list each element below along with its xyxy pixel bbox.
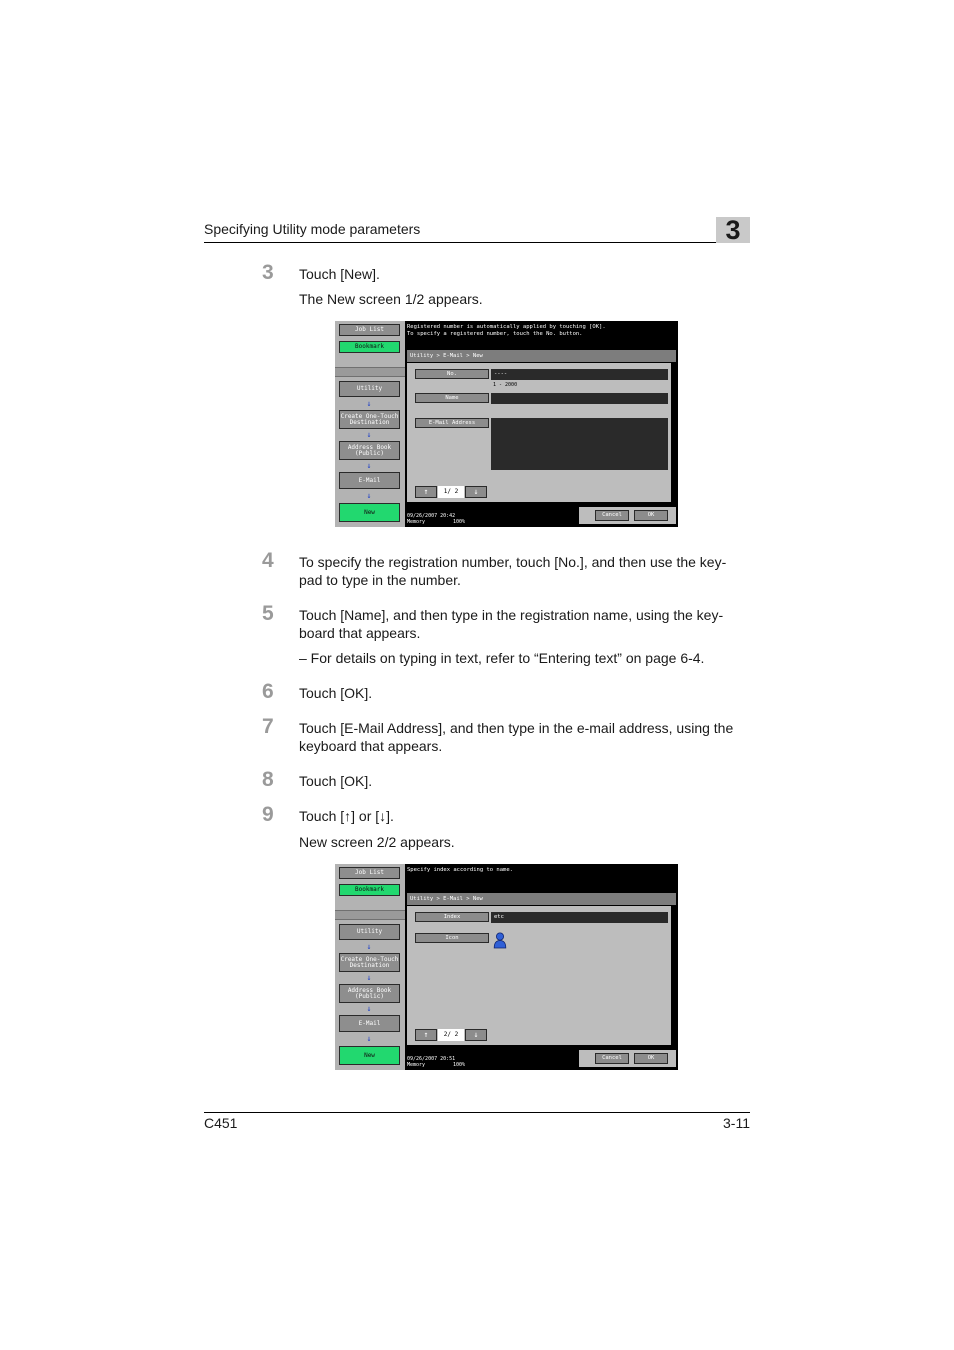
person-icon xyxy=(493,932,507,949)
form-area xyxy=(407,906,671,1045)
control-bar xyxy=(579,1050,676,1067)
panel-divider xyxy=(335,367,405,377)
no-range: 1 - 2000 xyxy=(493,382,518,388)
step-number: 5 xyxy=(262,602,274,625)
step-note: New screen 2/2 appears. xyxy=(299,834,455,850)
step-note: The New screen 1/2 appears. xyxy=(299,291,483,307)
memory-value: 100% xyxy=(453,1062,466,1068)
email-address-field xyxy=(491,418,668,470)
arrow-down-icon: ↓ xyxy=(366,461,372,470)
new-button[interactable]: New xyxy=(339,503,400,522)
step-number: 8 xyxy=(262,768,274,791)
step-number: 7 xyxy=(262,715,274,738)
step-number: 9 xyxy=(262,803,274,826)
left-panel xyxy=(335,864,405,1070)
memory-value: 100% xyxy=(453,519,466,525)
index-button[interactable]: Index xyxy=(415,912,489,922)
control-bar xyxy=(579,507,676,524)
breadcrumb: Utility > E-Mail > New xyxy=(407,893,676,905)
step-text: Touch [Name], and then type in the registration name, using the key-board that appears. xyxy=(299,607,724,641)
create-one-touch-button[interactable]: Create One-Touch Destination xyxy=(339,410,400,429)
instruction-message: Registered number is automatically applied by touching [OK]. To specify a registered number, touch the No. button. xyxy=(407,324,606,337)
chapter-number: 3 xyxy=(725,215,741,245)
create-one-touch-button[interactable]: Create One-Touch Destination xyxy=(339,953,400,972)
step-number: 4 xyxy=(262,549,274,572)
page-down-button[interactable]: ↓ xyxy=(465,1029,487,1041)
arrow-down-icon: ↓ xyxy=(366,430,372,439)
left-panel xyxy=(335,321,405,527)
step-text: To specify the registration number, touch [No.], and then use the key-pad to type in the number. xyxy=(299,554,727,588)
address-book-button[interactable]: Address Book (Public) xyxy=(339,984,400,1003)
datetime: 09/26/2007 20:51 Memory xyxy=(407,1056,456,1068)
step-bullet: – For details on typing in text, refer to “Entering text” on page 6-4. xyxy=(299,650,705,666)
email-button[interactable]: E-Mail xyxy=(339,472,400,489)
step-number: 6 xyxy=(262,680,274,703)
header-rule xyxy=(204,242,750,243)
model-name: C451 xyxy=(204,1115,238,1131)
screen-new-2 xyxy=(335,864,678,1070)
ok-button[interactable]: OK xyxy=(634,1053,668,1064)
screen-new-1 xyxy=(335,321,678,527)
page-indicator: 2/ 2 xyxy=(438,1029,464,1041)
name-field xyxy=(491,393,668,404)
breadcrumb: Utility > E-Mail > New xyxy=(407,350,676,362)
section-title: Specifying Utility mode parameters xyxy=(204,221,421,237)
arrow-down-icon: ↓ xyxy=(366,973,372,982)
step-number: 3 xyxy=(262,261,274,284)
arrow-down-icon: ↓ xyxy=(366,399,372,408)
cancel-button[interactable]: Cancel xyxy=(595,1053,629,1064)
icon-button[interactable]: Icon xyxy=(415,933,489,943)
no-value: ---- xyxy=(491,369,668,380)
arrow-down-icon: ↓ xyxy=(366,491,372,500)
name-button[interactable]: Name xyxy=(415,393,489,403)
email-button[interactable]: E-Mail xyxy=(339,1015,400,1032)
page-up-button[interactable]: ↑ xyxy=(415,486,437,498)
new-button[interactable]: New xyxy=(339,1046,400,1065)
email-address-button[interactable]: E-Mail Address xyxy=(415,418,489,428)
arrow-down-icon: ↓ xyxy=(366,1034,372,1043)
page-indicator: 1/ 2 xyxy=(438,486,464,498)
page-down-button[interactable]: ↓ xyxy=(465,486,487,498)
utility-button[interactable]: Utility xyxy=(339,381,400,397)
step-text: Touch [↑] or [↓]. xyxy=(299,808,394,824)
instruction-message: Specify index according to name. xyxy=(407,867,513,873)
arrow-down-icon: ↓ xyxy=(366,1004,372,1013)
bookmark-button[interactable]: Bookmark xyxy=(339,341,400,353)
step-text: Touch [OK]. xyxy=(299,685,373,701)
job-list-button[interactable]: Job List xyxy=(339,867,400,879)
footer-rule xyxy=(204,1112,750,1113)
page-up-button[interactable]: ↑ xyxy=(415,1029,437,1041)
bookmark-button[interactable]: Bookmark xyxy=(339,884,400,896)
step-text: Touch [E-Mail Address], and then type in the e-mail address, using the keyboard that appears. xyxy=(299,720,734,754)
panel-divider xyxy=(335,910,405,920)
job-list-button[interactable]: Job List xyxy=(339,324,400,336)
arrow-down-icon: ↓ xyxy=(366,942,372,951)
cancel-button[interactable]: Cancel xyxy=(595,510,629,521)
page-number: 3-11 xyxy=(723,1115,750,1131)
step-text: Touch [New]. xyxy=(299,266,380,282)
index-value: etc xyxy=(491,912,668,923)
address-book-button[interactable]: Address Book (Public) xyxy=(339,441,400,460)
datetime: 09/26/2007 20:42 Memory xyxy=(407,513,456,525)
step-text: Touch [OK]. xyxy=(299,773,373,789)
form-area xyxy=(407,363,671,502)
no-button[interactable]: No. xyxy=(415,369,489,379)
ok-button[interactable]: OK xyxy=(634,510,668,521)
utility-button[interactable]: Utility xyxy=(339,924,400,940)
